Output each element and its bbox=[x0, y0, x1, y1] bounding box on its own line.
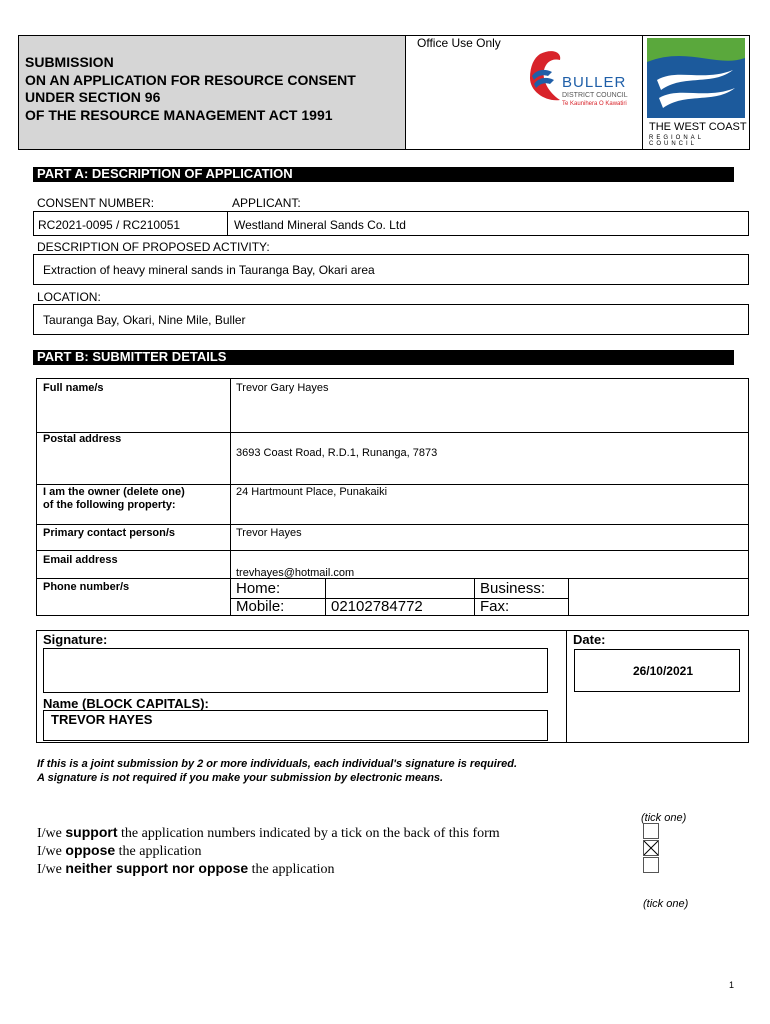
oppose-option-text: I/we oppose the application bbox=[37, 842, 202, 859]
location-field[interactable] bbox=[33, 304, 749, 335]
email-field[interactable]: trevhayes@hotmail.com bbox=[236, 567, 355, 579]
consent-number-field[interactable]: RC2021-0095 / RC210051 bbox=[38, 218, 181, 232]
applicant-field[interactable]: Westland Mineral Sands Co. Ltd bbox=[234, 218, 406, 232]
owner-label-line-2: of the following property: bbox=[43, 499, 176, 511]
block-name-value: TREVOR HAYES bbox=[51, 712, 153, 727]
consent-applicant-row bbox=[33, 211, 749, 236]
oppose-checkbox[interactable] bbox=[643, 840, 659, 856]
tick-one-top-label: (tick one) bbox=[641, 812, 687, 824]
westcoast-sub: REGIONAL COUNCIL bbox=[649, 135, 704, 147]
support-checkbox[interactable] bbox=[643, 823, 659, 839]
consent-number-label: CONSENT NUMBER: bbox=[37, 196, 155, 210]
position-options bbox=[37, 824, 500, 878]
buller-logo bbox=[522, 46, 632, 116]
activity-value: Extraction of heavy mineral sands in Tauranga Bay, Okari area bbox=[43, 263, 375, 277]
full-name-field[interactable]: Trevor Gary Hayes bbox=[236, 382, 329, 394]
mobile-label: Mobile: bbox=[236, 598, 285, 615]
contact-person-field[interactable]: Trevor Hayes bbox=[236, 527, 302, 539]
applicant-label: APPLICANT: bbox=[232, 196, 301, 210]
activity-label: DESCRIPTION OF PROPOSED ACTIVITY: bbox=[37, 240, 270, 254]
postal-address-field[interactable]: 3693 Coast Road, R.D.1, Runanga, 7873 bbox=[236, 447, 438, 459]
form-title bbox=[25, 54, 356, 124]
part-b-heading: PART B: SUBMITTER DETAILS bbox=[33, 350, 734, 365]
signature-field[interactable] bbox=[43, 648, 548, 693]
submitter-table bbox=[36, 378, 749, 616]
title-line-3: UNDER SECTION 96 bbox=[25, 89, 161, 105]
owner-label bbox=[43, 486, 185, 512]
block-name-field[interactable] bbox=[43, 710, 548, 741]
buller-maori: Te Kaunihera O Kawatiri bbox=[562, 101, 627, 107]
note-line-2: A signature is not required if you make your submission by electronic means. bbox=[37, 772, 444, 784]
home-label: Home: bbox=[236, 580, 281, 597]
owner-label-line-1: I am the owner (delete one) bbox=[43, 486, 185, 498]
westcoast-logo bbox=[647, 38, 747, 148]
check-x-icon bbox=[644, 841, 658, 855]
signature-notes bbox=[37, 757, 517, 785]
support-option-text: I/we support the application numbers indicated by a tick on the back of this form bbox=[37, 824, 500, 841]
title-line-4: OF THE RESOURCE MANAGEMENT ACT 1991 bbox=[25, 106, 333, 123]
date-label: Date: bbox=[573, 632, 606, 647]
signature-section bbox=[36, 630, 749, 743]
signature-label: Signature: bbox=[43, 632, 108, 647]
block-name-label: Name (BLOCK CAPITALS): bbox=[43, 696, 209, 711]
title-line-1: SUBMISSION bbox=[25, 54, 114, 70]
westcoast-name: THE WEST COAST bbox=[649, 121, 747, 133]
location-value: Tauranga Bay, Okari, Nine Mile, Buller bbox=[43, 313, 246, 327]
neither-option-text: I/we neither support nor oppose the application bbox=[37, 860, 335, 877]
tick-one-bottom-label: (tick one) bbox=[643, 898, 689, 910]
date-value: 26/10/2021 bbox=[632, 664, 693, 678]
date-field[interactable] bbox=[574, 649, 740, 692]
note-line-1: If this is a joint submission by 2 or more individuals, each individual's signature is required. bbox=[37, 758, 518, 770]
fax-label: Fax: bbox=[480, 598, 510, 615]
full-name-label: Full name/s bbox=[43, 382, 104, 394]
office-use-label: Office Use Only bbox=[417, 36, 501, 50]
email-label: Email address bbox=[43, 554, 118, 566]
buller-sub: DISTRICT COUNCIL bbox=[562, 92, 628, 99]
phone-label: Phone number/s bbox=[43, 581, 130, 593]
activity-field[interactable] bbox=[33, 254, 749, 285]
title-box bbox=[18, 35, 406, 150]
mobile-phone-field[interactable]: 02102784772 bbox=[331, 598, 423, 615]
business-label: Business: bbox=[480, 580, 546, 597]
neither-checkbox[interactable] bbox=[643, 857, 659, 873]
part-a-heading: PART A: DESCRIPTION OF APPLICATION bbox=[33, 167, 734, 182]
page-number: 1 bbox=[729, 980, 735, 990]
logo-divider bbox=[642, 35, 643, 150]
title-line-2: ON AN APPLICATION FOR RESOURCE CONSENT bbox=[25, 71, 356, 88]
location-label: LOCATION: bbox=[37, 290, 101, 304]
westcoast-logo-mark bbox=[647, 38, 747, 118]
contact-person-label: Primary contact person/s bbox=[43, 527, 176, 539]
owner-property-field[interactable]: 24 Hartmount Place, Punakaiki bbox=[236, 486, 388, 498]
buller-name: BULLER bbox=[562, 74, 627, 91]
postal-address-label: Postal address bbox=[43, 433, 122, 445]
